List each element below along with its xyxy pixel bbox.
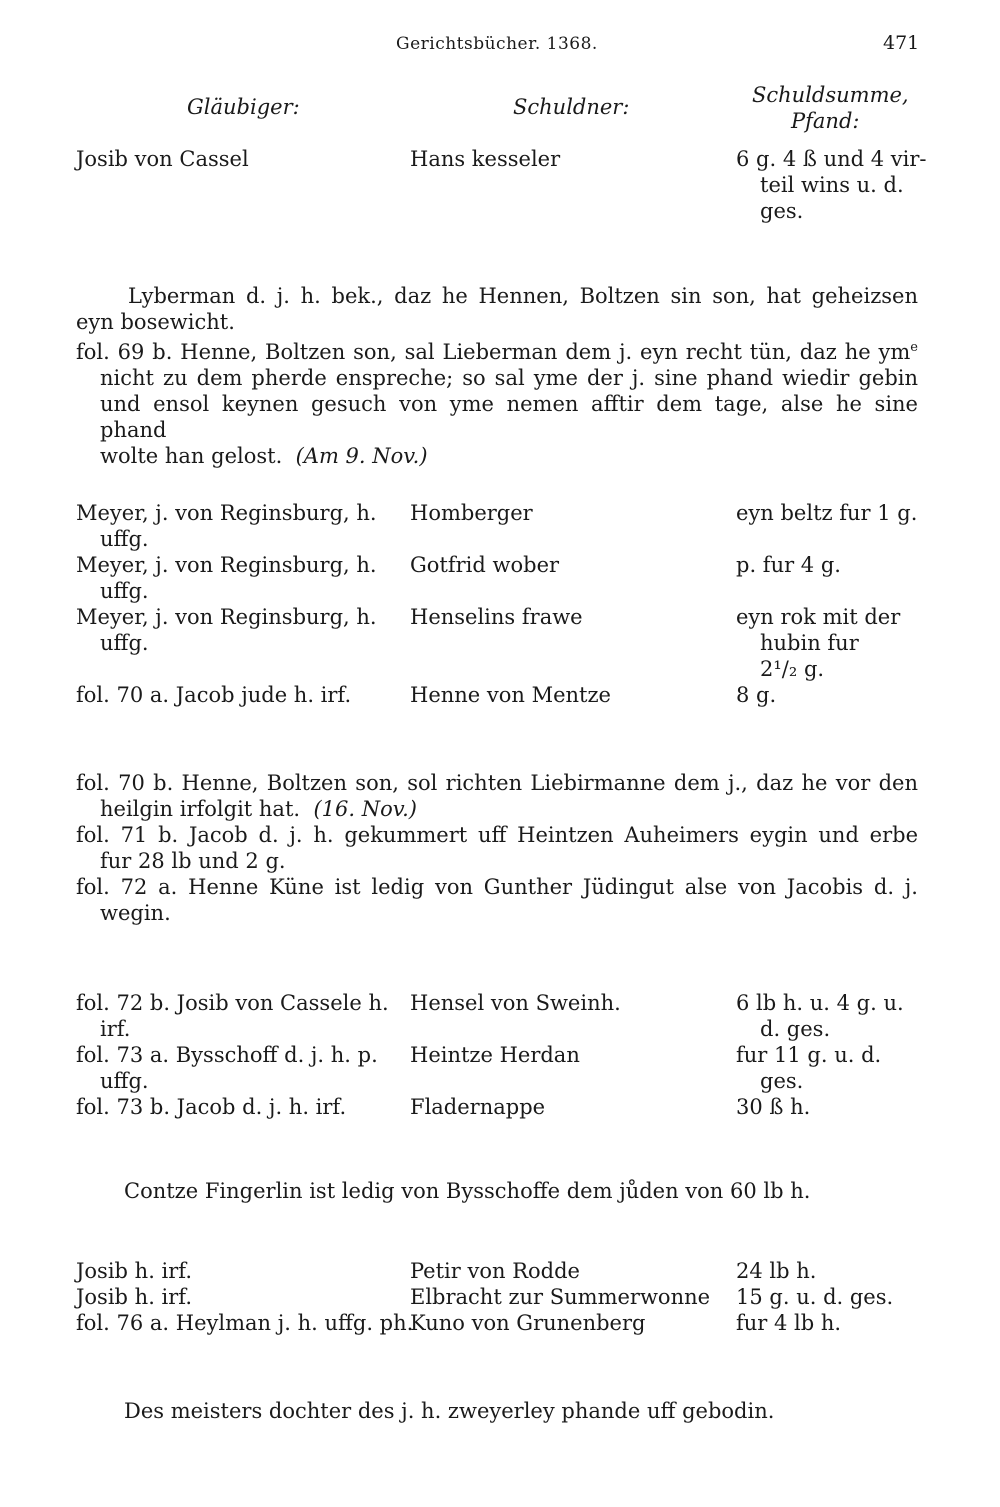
- table-row: Josib h. irf. Petir von Rodde 24 lb h.: [76, 1259, 817, 1283]
- running-title: Gerichtsbücher. 1368.: [396, 34, 598, 54]
- table-row: fol. 73 a. Bysschoff d. j. h. p. uffg. Heintze Herdan fur 11 g. u. d. ges.: [76, 1043, 882, 1093]
- column-header-debtor: Schuldner:: [513, 95, 630, 119]
- table-josib-heylman: [76, 1258, 918, 1336]
- entry1-sum: 6 g. 4 ß und 4 vir- teil wins u. d. ges.: [736, 147, 927, 223]
- final-line: Des meisters dochter des j. h. zweyerley phande uff gebodin.: [124, 1399, 775, 1423]
- para2-line4: fur 28 lb und 2 g.: [100, 849, 286, 873]
- para1-line3: fol. 69 b. Henne, Boltzen son, sal Lieberman dem j. eyn recht tün, daz he $ym^e$: [76, 340, 918, 364]
- date-annotation: (16. Nov.): [313, 797, 417, 821]
- para2-line5: fol. 72 a. Henne Küne ist ledig von Gunther Jüdingut alse von Jacobis d. j.: [76, 875, 918, 899]
- table-row: Josib h. irf. Elbracht zur Summerwonne 15 g. u. d. ges.: [76, 1285, 894, 1309]
- table-fol72-73: [76, 990, 918, 1120]
- para2-line1: fol. 70 b. Henne, Boltzen son, sol richten Liebirmanne dem j., daz he vor den: [76, 771, 918, 795]
- table-row: fol. 70 a. Jacob jude h. irf. Henne von Mentze 8 g.: [76, 683, 777, 707]
- table-row: Meyer, j. von Reginsburg, h. uffg. Homberger eyn beltz fur 1 g.: [76, 501, 918, 551]
- para2-line3: fol. 71 b. Jacob d. j. h. gekummert uff Heintzen Auheimers eygin und erbe: [76, 823, 918, 847]
- para1-line1: Lyberman d. j. h. bek., daz he Hennen, Boltzen sin son, hat geheizsen: [128, 284, 918, 308]
- para2-line2: heilgin irfolgit hat. (16. Nov.): [100, 797, 417, 821]
- para1-line6: wolte han gelost. (Am 9. Nov.): [100, 444, 428, 468]
- entry1-creditor: Josib von Cassel: [76, 147, 249, 171]
- para1-line4: nicht zu dem pherde enspreche; so sal yme der j. sine phand wiedir gebin: [100, 366, 918, 390]
- para1-line5: und ensol keynen gesuch von yme nemen afftir dem tage, alse he sine phand: [100, 392, 918, 442]
- date-annotation: (Am 9. Nov.): [295, 444, 428, 468]
- table-row: fol. 72 b. Josib von Cassele h. irf. Hensel von Sweinh. 6 lb h. u. 4 g. u. d. ges.: [76, 991, 904, 1041]
- table-row: Meyer, j. von Reginsburg, h. uffg. Henselins frawe eyn rok mit der hubin fur 2¹/₂ g.: [76, 605, 901, 681]
- table-row: fol. 76 a. Heylman j. h. uffg. ph. Kuno von Grunenberg fur 4 lb h.: [76, 1311, 842, 1335]
- column-header-pledge: Pfand:: [791, 109, 860, 133]
- table-row: fol. 73 b. Jacob d. j. h. irf. Fladernappe 30 ß h.: [76, 1095, 811, 1119]
- fingerlin-line: Contze Fingerlin ist ledig von Bysschoffe dem jůden von 60 lb h.: [124, 1179, 811, 1203]
- paragraph-fol70-72: [76, 770, 918, 926]
- entry1-debtor: Hans kesseler: [410, 147, 561, 171]
- para2-line6: wegin.: [100, 901, 171, 925]
- para1-line2: eyn bosewicht.: [76, 310, 235, 334]
- column-header-sum: Schuldsumme,: [752, 83, 909, 107]
- page-number: 471: [883, 32, 920, 54]
- paragraph-lyberman: [76, 283, 918, 469]
- table-row: Meyer, j. von Reginsburg, h. uffg. Gotfrid wober p. fur 4 g.: [76, 553, 841, 603]
- column-header-creditor: Gläubiger:: [187, 95, 300, 119]
- table-meyer: [76, 500, 918, 708]
